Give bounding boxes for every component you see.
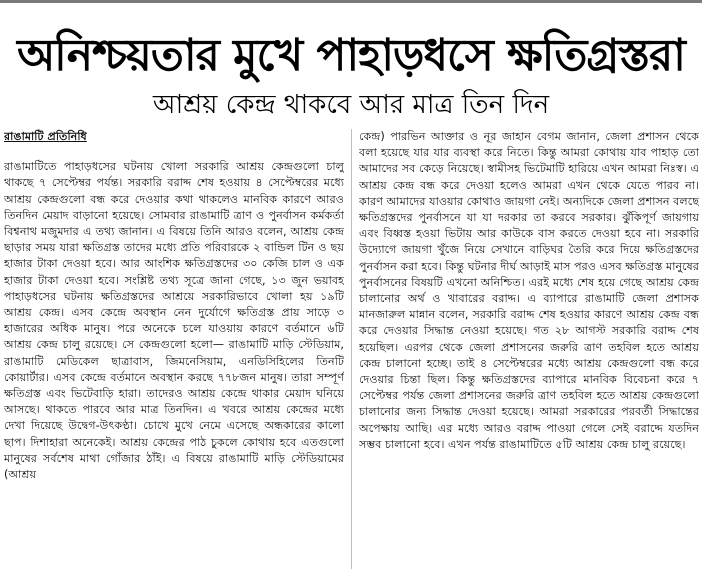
article-column-right <box>359 129 699 573</box>
subheadline: আশ্রয় কেন্দ্র থাকবে আর মাত্র তিন দিন <box>152 90 550 120</box>
article-body-left: রাঙামাটিতে পাহাড়ধসের ঘটনায় খোলা সরকারি আশ্রয় কেন্দ্রগুলো চালু থাকছে ৭ সেপ্টেম্বর পর্যন্ত। সরকারি বরাদ্দ শেষ হওয়ায় ৪ সেপ্টেম্বরের মধ্যে আশ্রয় কেন্দ্রগুলো বন্ধ করে দেওয়ার কথা থাকলেও মানবিক কারণে আরও তিনদিন মেয়াদ বাড়ানো হয়েছে। সোমবার রাঙামাটি ত্রাণ ও পুনর্বাসন কর্মকর্তা বিশ্বনাথ মজুমদার এ তথ্য জানান। এ বিষয়ে তিনি আরও বলেন, আশ্রয় কেন্দ্র ছাড়ার সময় যারা ক্ষতিগ্রস্ত তাদের মধ্যে প্রতি পরিবারকে ২ বান্ডিল টিন ও ছয় হাজার টাকা দেওয়া হবে। আর আংশিক ক্ষতিগ্রস্তদের ৩০ কেজি চাল ও এক হাজার টাকা দেওয়া হবে। সংশ্লিষ্ট তথ্য সূত্রে জানা গেছে, ১৩ জুন ভয়াবহ পাহাড়ধসের ঘটনায় ক্ষতিগ্রস্তদের আশ্রয়ে সরকারিভাবে খোলা হয় ১৯টি আশ্রয় কেন্দ্র। এসব কেন্দ্রে অবস্থান নেন দুর্যোগে ক্ষতিগ্রস্ত প্রায় সাড়ে ৩ হাজারের অধিক মানুষ। পরে অনেকে চলে যাওয়ায় কারণে বর্তমানে ৬টি আশ্রয় কেন্দ্র চালু রয়েছে। সে কেন্দ্রগুলো হলো— রাঙামাটি মাড়ি স্টেডিয়াম, রাঙামাটি মেডিকেল ছাত্রাবাস, জিমনেসিয়াম, এনডিসিহিলের তিনটি কোয়ার্টার। এসব কেন্দ্রে বর্তমানে অবস্থান করছে ৭৭৮জন মানুষ। তারা সম্পূর্ণ ক্ষতিগ্রস্ত এবং ভিটেবাড়ি হারা। তাদেরও আশ্রয় কেন্দ্রে থাকার মেয়াদ ঘনিয়ে আসছে। থাকতে পারবে আর মাত্র তিনদিন। এ খবরে আশ্রয় কেন্দ্রের মধ্যে দেখা দিয়েছে উদ্বেগ-উৎকণ্ঠা। চোখে মুখে নেমে এসেছে অন্ধকারের কালো ছাপ। দিশাহারা অনেকেই। আশ্রয় কেন্দ্রের পাঠ চুকলে কোথায় হবে এতগুলো মানুষের সর্বশেষ মাথা গোঁজার ঠাঁই। এ বিষয়ে রাঙামাটি মাড়ি স্টেডিয়ামের (আশ্রয় <box>4 160 344 482</box>
top-rule <box>0 0 702 3</box>
headline: অনিশ্চয়তার মুখে পাহাড়ধসে ক্ষতিগ্রস্তরা <box>17 30 685 81</box>
article-column-left <box>4 129 344 573</box>
byline: রাঙামাটি প্রতিনিধি <box>4 130 87 143</box>
article-body-right: কেন্দ্র) পারভিন আক্তার ও নূর জাহান বেগম জানান, জেলা প্রশাসন থেকে বলা হয়েছে যার যার ব্যবস্থা করে নিতে। কিন্তু আমরা কোথায় যাব পাহাড় তো আমাদের সব কেড়ে নিয়েছে। স্বামীসহ ভিটেমাটি হারিয়ে এখন আমরা নিঃস্ব। এ আশ্রয় কেন্দ্র বন্ধ করে দেওয়া হলেও আমরা এখন থেকে যেতে পারব না। কারণ আমাদের যাওয়ার কোথাও জায়গা নেই। অন্যদিকে জেলা প্রশাসন বলছে ক্ষতিগ্রস্তদের পুনর্বাসনে যা যা দরকার তা করবে সরকার। ঝুঁকিপূর্ণ জায়গায় এবং বিধ্বস্ত হওয়া ভিটায় আর কাউকে বাস করতে দেওয়া হবে না। সরকারি উদ্যোগে জায়গা খুঁজে নিয়ে সেখানে বাড়িঘর তৈরি করে দিয়ে ক্ষতিগ্রস্তদের পুনর্বাসন করা হবে। কিন্তু ঘটনার দীর্ঘ আড়াই মাস পরও এসব ক্ষতিগ্রস্ত মানুষের পুনর্বাসনের বিষয়টি এখনো অনিশ্চিত। এরই মধ্যে শেষ হয়ে গেছে আশ্রয় কেন্দ্র চালানোর অর্থ ও খাবারের বরাদ্দ। এ ব্যাপারে রাঙামাটি জেলা প্রশাসক মানজারুল মান্নান বলেন, সরকারি বরাদ্দ শেষ হওয়ার কারণে আশ্রয় কেন্দ্র বন্ধ করে দেওয়ার সিদ্ধান্ত নেওয়া হয়েছে। গত ২৮ আগস্ট সরকারি বরাদ্দ শেষ হয়েছিল। এরপর থেকে জেলা প্রশাসনের জরুরি ত্রাণ তহবিল হতে আশ্রয় কেন্দ্র চালানো হচ্ছে। তাই ৪ সেপ্টেম্বরের মধ্যে আশ্রয় কেন্দ্রগুলো বন্ধ করে দেওয়ার চিন্তা ছিল। কিন্তু ক্ষতিগ্রস্তদের ব্যাপারে মানবিক বিবেচনা করে ৭ সেপ্টেম্বর পর্যন্ত জেলা প্রশাসনের জরুরি ত্রাণ তহবিল হতে আশ্রয় কেন্দ্রগুলো চালানোর জন্য সিদ্ধান্ত দেওয়া হয়েছে। আমরা সরকারের পরবর্তী সিদ্ধান্তের অপেক্ষায় আছি। এর মধ্যে আরও বরাদ্দ পাওয়া গেলে সেই বরাদ্দে যতদিন সম্ভব চালানো হবে। এখন পর্যন্ত রাঙামাটিতে ৫টি আশ্রয় কেন্দ্র চালু রয়েছে। <box>359 130 699 451</box>
column-divider <box>351 129 352 569</box>
